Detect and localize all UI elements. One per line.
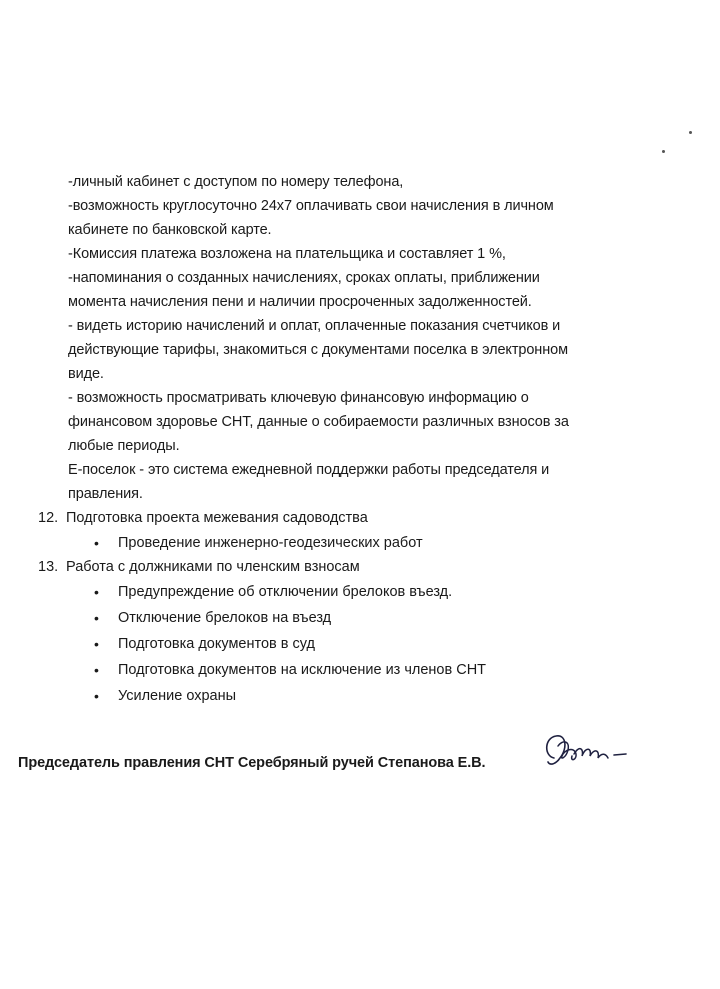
- numbered-item-12: [38, 506, 678, 556]
- paragraph-line: -напоминания о созданных начислениях, сроках оплаты, приближении: [68, 270, 540, 286]
- paragraph-line: действующие тарифы, знакомиться с документами поселка в электронном: [68, 342, 568, 358]
- bullet-icon: •: [94, 610, 99, 626]
- bullet-icon: •: [94, 584, 99, 600]
- paragraph-line: -возможность круглосуточно 24х7 оплачивать свои начисления в личном: [68, 198, 554, 214]
- bullet-item: [38, 605, 678, 631]
- paragraph-line: момента начисления пени и наличии просроченных задолженностей.: [68, 294, 532, 310]
- numbered-item-title: [38, 506, 678, 530]
- scan-speck: [662, 150, 665, 153]
- item-number: 12.: [38, 510, 59, 526]
- bullet-text: Проведение инженерно-геодезических работ: [118, 535, 423, 551]
- bullet-text: Отключение брелоков на въезд: [118, 610, 332, 626]
- bullet-item: [38, 530, 678, 556]
- paragraph-line: -личный кабинет с доступом по номеру телефона,: [68, 174, 404, 190]
- bullet-text: Подготовка документов в суд: [118, 636, 315, 652]
- handwritten-signature: [540, 728, 630, 776]
- bullet-list: [38, 530, 678, 556]
- bullet-item: [38, 579, 678, 605]
- item-title: Подготовка проекта межевания садоводства: [66, 510, 368, 526]
- bullet-item: [38, 683, 678, 709]
- bullet-text: Усиление охраны: [118, 688, 237, 704]
- paragraph-line: - возможность просматривать ключевую финансовую информацию о: [68, 390, 529, 406]
- bullet-item: [38, 631, 678, 657]
- paragraph-line: - видеть историю начислений и оплат, оплаченные показания счетчиков и: [68, 318, 561, 334]
- item-title: Работа с должниками по членским взносам: [66, 559, 360, 575]
- numbered-item-title: [38, 555, 678, 579]
- paragraph-line: правления.: [68, 486, 143, 502]
- bullet-icon: •: [94, 535, 99, 551]
- bullet-item: [38, 657, 678, 683]
- paragraph-line: -Комиссия платежа возложена на плательщика и составляет 1 %,: [68, 246, 506, 262]
- bullet-text: Подготовка документов на исключение из членов СНТ: [118, 662, 487, 678]
- paragraph-line: виде.: [68, 366, 104, 382]
- bullet-text: Предупреждение об отключении брелоков въезд.: [118, 584, 453, 600]
- paragraph-line: любые периоды.: [68, 438, 180, 454]
- paragraph-line: кабинете по банковской карте.: [68, 222, 272, 238]
- features-paragraph: [68, 170, 648, 506]
- bullet-icon: •: [94, 662, 99, 678]
- bullet-icon: •: [94, 688, 99, 704]
- scan-speck: [689, 131, 692, 134]
- paragraph-line: Е-поселок - это система ежедневной поддержки работы председателя и: [68, 462, 550, 478]
- item-number: 13.: [38, 559, 59, 575]
- numbered-item-13: [38, 555, 678, 709]
- bullet-list: [38, 579, 678, 709]
- bullet-icon: •: [94, 636, 99, 652]
- paragraph-line: финансовом здоровье СНТ, данные о собираемости различных взносов за: [68, 414, 569, 430]
- signatory-line: Председатель правления СНТ Серебряный ручей Степанова Е.В.: [18, 755, 486, 771]
